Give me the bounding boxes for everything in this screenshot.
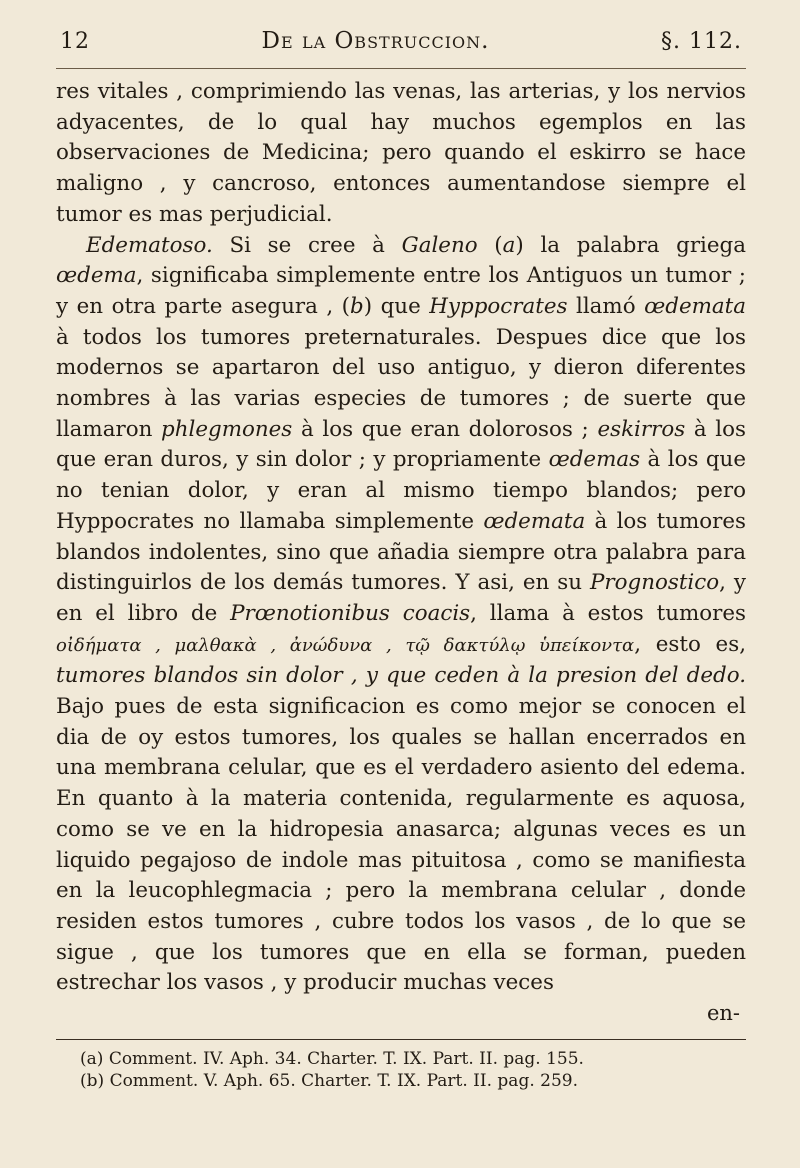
text-run: llamó [567, 293, 645, 319]
catchword: en- [706, 1001, 740, 1026]
text-run: Bajo pues de esta significacion es como mejor se conocen el dia de oy estos tumores, los quales se hallan encerrados en una membrana celular, que es el verdadero asiento del edema. En quanto à la materia contenida, regularmente es aquosa, como se ve en la hidropesia anasarca; algunas veces es un liquido pegajoso de indole mas pituitosa , como se manifiesta en la leucophlegmacia ; pero la membrana celular , donde residen estos tumores , cubre todos los vasos , de lo que se sigue , que los tumores que en ella se forman, pueden estrechar los vasos , y producir muchas veces [56, 694, 746, 996]
text-run: à los que eran dolorosos ; [292, 416, 598, 442]
book-page [56, 28, 746, 1092]
text-run: ) la palabra griega [515, 232, 746, 258]
text-run: res vitales , comprimiendo las venas, las arterias, y los nervios adyacentes, de lo qual hay muchos egemplos en las observaciones de Medicina; pero quando el eskirro se hace maligno , y cancroso, entonces aumentandose siempre el tumor es mas perjudicial. [56, 79, 746, 227]
italic-text: œdemata [483, 508, 586, 534]
text-run: à los que no tenian dolor, y eran al mismo tiempo blandos; pero Hyppocrates no llamaba simplemente [56, 447, 746, 534]
italic-text: Prœnotionibus coacis [230, 600, 471, 626]
footnotes [56, 1048, 746, 1092]
italic-text: Hyppocrates [429, 293, 568, 319]
italic-text: œdema [56, 263, 137, 289]
running-title: De la Obstruccion. [261, 28, 490, 54]
greek-text: οἰδήματα , μαλθακὰ , ἀνώδυνα , τῷ δακτύλῳ ὑπείκοντα [56, 634, 635, 656]
italic-text: b [350, 293, 364, 319]
text-run: , y en el libro de [56, 570, 746, 626]
page-number: 12 [60, 29, 90, 54]
italic-text: eskirros [597, 416, 686, 442]
body-text [56, 77, 746, 999]
text-run: à los que eran duros, y sin dolor ; y propriamente [56, 416, 746, 473]
footnote-mark: (a) [80, 1049, 104, 1070]
footnote-mark: (b) [80, 1071, 105, 1092]
text-run: à los tumores blandos indolentes, sino que añadia siempre otra palabra para distinguirlos de los demás tumores. Y asi, en su [56, 508, 747, 596]
text-run: , llama à estos tumores [470, 600, 746, 626]
footnote-text: Comment. V. Aph. 65. Charter. T. IX. Part. II. pag. 259. [109, 1071, 578, 1092]
italic-text: Galeno [401, 232, 478, 258]
italic-text: Edematoso. [86, 232, 213, 258]
italic-text: œdemas [548, 447, 641, 473]
footnote-rule [56, 1039, 746, 1040]
text-run: , significaba simplemente entre los Antiguos un tumor ; y en otra parte asegura , ( [56, 263, 746, 319]
italic-text: œdemata [644, 293, 747, 319]
paragraph-edematoso [56, 231, 746, 1000]
text-run: ( [477, 232, 503, 258]
italic-text: phlegmones [161, 416, 293, 442]
text-run: , esto es, [634, 631, 746, 657]
text-run: Si se cree à [212, 232, 402, 258]
text-run: à todos los tumores preternaturales. Despues dice que los modernos se apartaron del uso antiguo, y dieron diferentes nombres à las varias especies de tumores ; de suerte que llamaron [56, 324, 746, 442]
footnote-text: Comment. IV. Aph. 34. Charter. T. IX. Part. II. pag. 155. [108, 1049, 584, 1070]
italic-text: a [502, 232, 516, 258]
italic-text: tumores blandos sin dolor , y que ceden à la presion del dedo. [56, 663, 746, 689]
footnote-a [80, 1048, 746, 1070]
italic-text: Prognostico [590, 570, 720, 596]
text-run: ) que [363, 293, 430, 319]
paragraph-continuation [56, 77, 746, 231]
running-header [56, 28, 746, 69]
section-number: §. 112. [661, 29, 742, 54]
footnote-b [80, 1070, 746, 1092]
